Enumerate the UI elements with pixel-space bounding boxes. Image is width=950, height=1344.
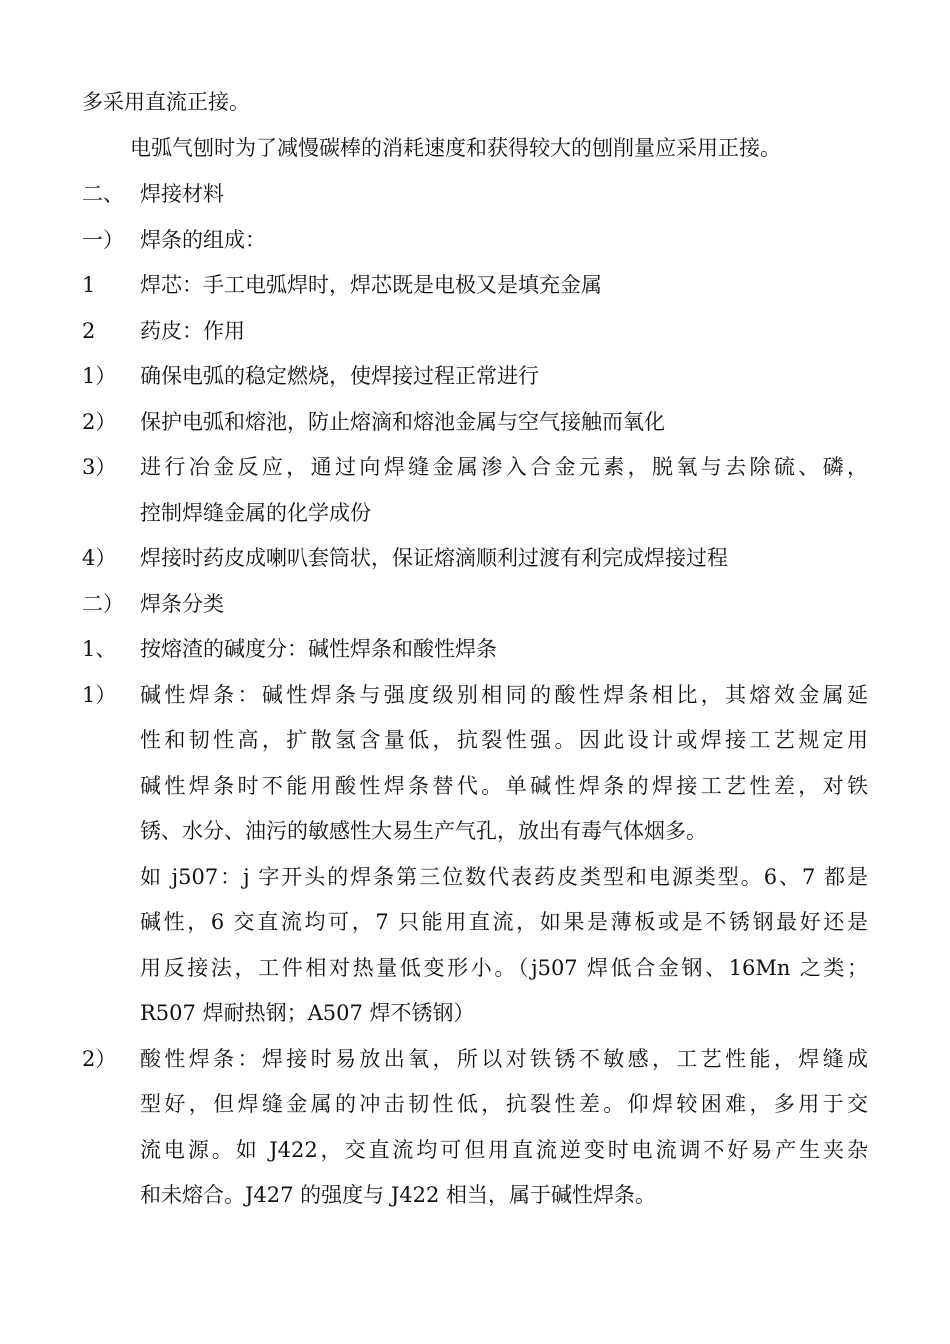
section-marker: 二、: [82, 182, 124, 206]
item-marker: 3）: [82, 455, 117, 479]
item-text: 焊接时药皮成喇叭套筒状，保证熔滴顺利过渡有利完成焊接过程: [140, 546, 728, 570]
item-text-continued: 和未熔合。J427 的强度与 J422 相当，属于碱性焊条。: [140, 1183, 657, 1207]
item-marker: 1、: [82, 637, 117, 661]
item-marker: 1）: [82, 683, 117, 707]
item-marker: 1）: [82, 364, 117, 388]
item-text: 确保电弧的稳定燃烧，使焊接过程正常进行: [140, 364, 539, 388]
item-text-continued: 碱性，6 交直流均可，7 只能用直流，如果是薄板或是不锈钢最好还是: [140, 910, 868, 934]
item-text-continued: 锈、水分、油污的敏感性大易生产气孔，放出有毒气体烟多。: [140, 819, 707, 843]
item-text: 药皮：作用: [140, 319, 245, 343]
item-marker: 2: [82, 319, 96, 343]
subsection-marker: 二）: [82, 592, 124, 616]
item-text-continued: 碱性焊条时不能用酸性焊条替代。单碱性焊条的焊接工艺性差，对铁: [140, 774, 868, 798]
item-text: 焊芯：手工电弧焊时，焊芯既是电极又是填充金属: [140, 273, 602, 297]
item-text-continued: 用反接法，工件相对热量低变形小。（j507 焊低合金钢、16Mn 之类；: [140, 956, 868, 980]
text-line: 电弧气刨时为了减慢碳棒的消耗速度和获得较大的刨削量应采用正接。: [130, 136, 781, 160]
text-line: 多采用直流正接。: [82, 90, 250, 114]
item-marker: 1: [82, 273, 96, 297]
item-text-continued: 型好，但焊缝金属的冲击韧性低，抗裂性差。仰焊较困难，多用于交: [140, 1092, 868, 1116]
item-text: 按熔渣的碱度分：碱性焊条和酸性焊条: [140, 637, 497, 661]
item-text: 酸性焊条：焊接时易放出氧，所以对铁锈不敏感，工艺性能，焊缝成: [140, 1047, 868, 1071]
item-text-continued: 如 j507：j 字开头的焊条第三位数代表药皮类型和电源类型。6、7 都是: [140, 865, 868, 889]
item-text-continued: 控制焊缝金属的化学成份: [140, 501, 371, 525]
item-marker: 2）: [82, 1047, 117, 1071]
item-text: 保护电弧和熔池，防止熔滴和熔池金属与空气接触而氧化: [140, 410, 665, 434]
item-text-continued: 流电源。如 J422，交直流均可但用直流逆变时电流调不好易产生夹杂: [140, 1138, 868, 1162]
subsection-heading: 焊条的组成：: [140, 228, 266, 252]
subsection-marker: 一）: [82, 228, 124, 252]
item-text-continued: R507 焊耐热钢；A507 焊不锈钢）: [140, 1001, 475, 1025]
item-text: 碱性焊条：碱性焊条与强度级别相同的酸性焊条相比，其熔效金属延: [140, 683, 868, 707]
item-text: 进行冶金反应，通过向焊缝金属渗入合金元素，脱氧与去除硫、磷，: [140, 455, 868, 479]
section-heading: 焊接材料: [140, 182, 224, 206]
item-text-continued: 性和韧性高，扩散氢含量低，抗裂性强。因此设计或焊接工艺规定用: [140, 728, 868, 752]
item-marker: 2）: [82, 410, 117, 434]
subsection-heading: 焊条分类: [140, 592, 224, 616]
item-marker: 4）: [82, 546, 117, 570]
